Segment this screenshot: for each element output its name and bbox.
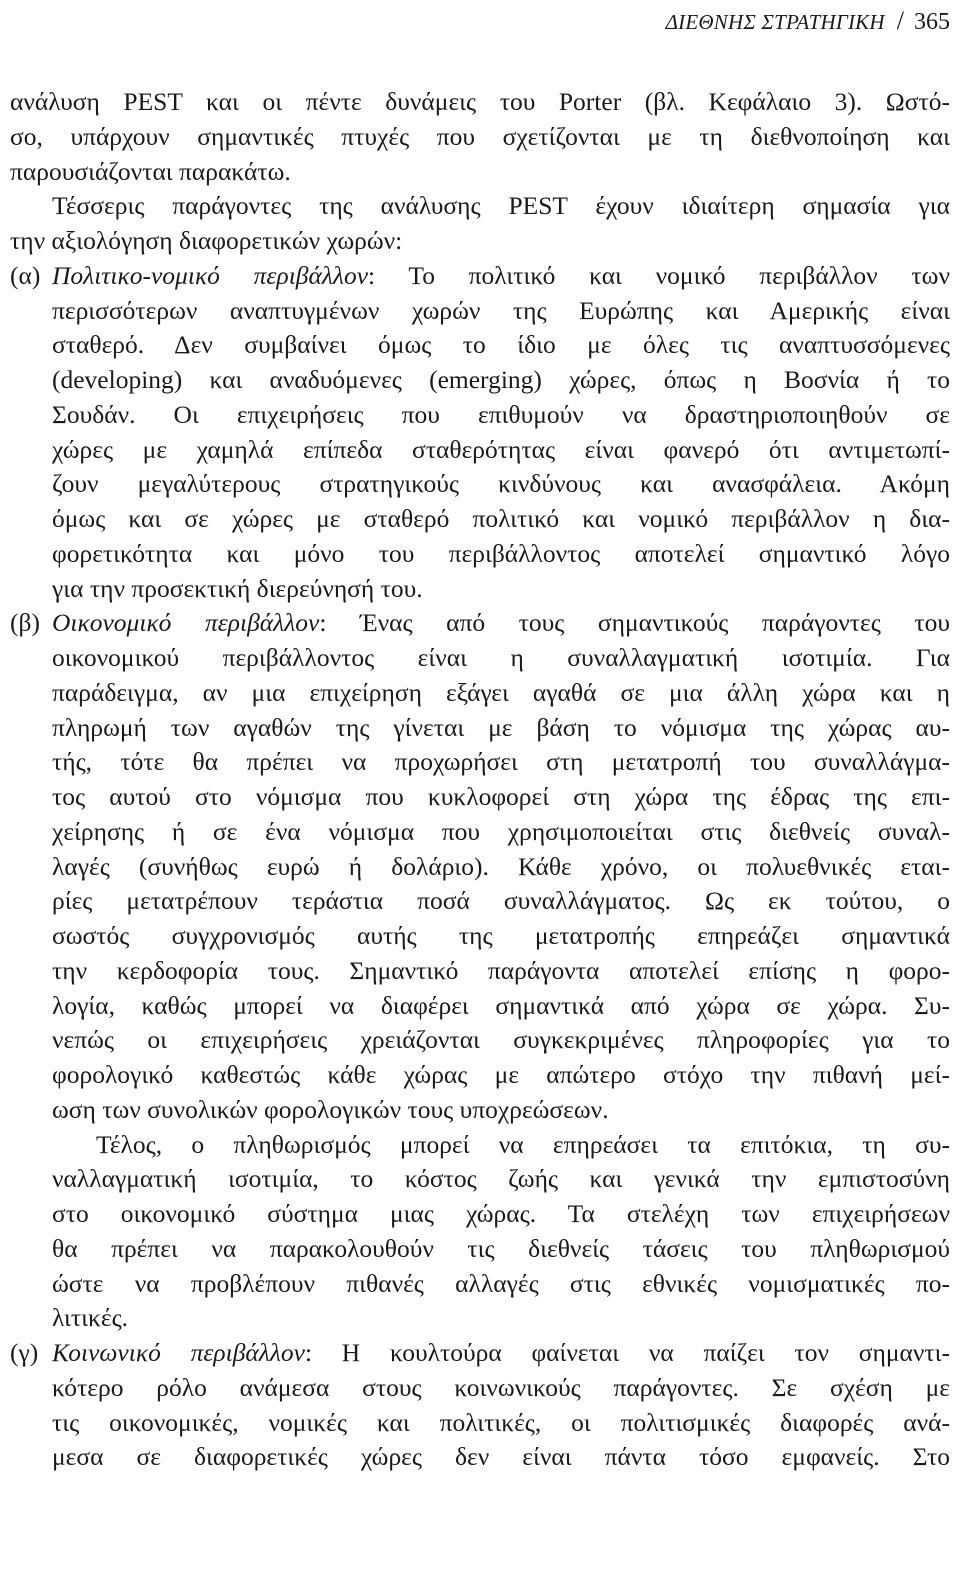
- text-line: ζουν μεγαλύτερους στρατηγικούς κινδύνους και ανασφάλεια. Ακόμη: [52, 469, 950, 499]
- text-line: όμως και σε χώρες με σταθερό πολιτικό και νομικό περιβάλλον η δια-: [52, 504, 950, 533]
- text-line: κότερο ρόλο ανάμεσα στους κοινωνικούς παράγοντες. Σε σχέση με: [52, 1372, 950, 1402]
- text-line: νεπώς οι επιχειρήσεις χρειάζονται συγκεκριμένες πληροφορίες για το: [52, 1025, 950, 1055]
- text-line: τος αυτού στο νόμισμα που κυκλοφορεί στη χώρα της έδρας της επι-: [52, 782, 950, 811]
- text-line: ώστε να προβλέπουν πιθανές αλλαγές στις εθνικές νομισματικές πο-: [52, 1268, 950, 1298]
- text-line: (developing) και αναδυόμενες (emerging) χώρες, όπως η Βοσνία ή το: [52, 365, 950, 394]
- text-line: στο οικονομικό σύστημα μιας χώρας. Τα στελέχη των επιχειρήσεων: [52, 1199, 950, 1228]
- list-item-economic: [10, 606, 950, 1336]
- text-line: ωση των συνολικών φορολογικών τους υποχρεώσεων.: [52, 1094, 609, 1124]
- text-line: Τέλος, ο πληθωρισμός μπορεί να επηρεάσει τα επιτόκια, τη συ-: [96, 1129, 950, 1159]
- text-line: περισσότερων αναπτυγμένων χωρών της Ευρώπης και Αμερικής είναι: [52, 295, 950, 325]
- text-line: Σουδάν. Οι επιχειρήσεις που επιθυμούν να δραστηριοποιηθούν σε: [52, 399, 950, 429]
- text-line: (γ) Κοινωνικό περιβάλλον: Η κουλτούρα φαίνεται να παίζει τον σημαντι-: [10, 1336, 950, 1371]
- text-line: χώρες με χαμηλά επίπεδα σταθερότητας είναι φανερό ότι αντιμετωπί-: [52, 434, 950, 464]
- text-line: φορετικότητα και μόνο του περιβάλλοντος αποτελεί σημαντικό λόγο: [52, 538, 950, 568]
- text-line: (α) Πολιτικο-νομικό περιβάλλον: Το πολιτικό και νομικό περιβάλλον των: [10, 259, 950, 294]
- text-line: σταθερό. Δεν συμβαίνει όμως το ίδιο με όλες τις αναπτυσσόμενες: [52, 330, 950, 360]
- item-title: Οικονομικό περιβάλλον: [52, 608, 320, 638]
- header-separator: /: [896, 6, 904, 35]
- text-line: φορολογικό καθεστώς κάθε χώρας με απώτερο στόχο την πιθανή μεί-: [52, 1060, 950, 1089]
- list-label: (β): [10, 608, 40, 638]
- text-line: παρουσιάζονται παρακάτω.: [10, 156, 291, 186]
- text-line: για την προσεκτική διερεύνησή του.: [52, 573, 423, 603]
- text-line: Τέσσερις παράγοντες της ανάλυσης PEST έχουν ιδιαίτερη σημασία για: [52, 191, 950, 221]
- text-line: λαγές (συνήθως ευρώ ή δολάριο). Κάθε χρόνο, οι πολυεθνικές εται-: [52, 851, 950, 881]
- text-line: θα πρέπει να παρακολουθούν τις διεθνείς τάσεις του πληθωρισμού: [52, 1233, 950, 1263]
- text-line: τις οικονομικές, νομικές και πολιτικές, οι πολιτισμικές διαφορές ανά-: [52, 1407, 950, 1437]
- page-number: 365: [914, 9, 950, 35]
- running-header: [666, 4, 950, 38]
- text-line: χείρησης ή σε ένα νόμισμα που χρησιμοποιείται στις διεθνείς συναλ-: [52, 816, 950, 846]
- body-text: [10, 85, 950, 1475]
- text-line: μεσα σε διαφορετικές χώρες δεν είναι πάντα τόσο εμφανείς. Στο: [52, 1442, 950, 1472]
- text-line: τής, τότε θα πρέπει να προχωρήσει στη μετατροπή του συναλλάγμα-: [52, 747, 950, 777]
- text-line: σο, υπάρχουν σημαντικές πτυχές που σχετίζονται με τη διεθνοποίηση και: [10, 121, 950, 151]
- text-line: λιτικές.: [52, 1303, 129, 1333]
- text-line: οικονομικού περιβάλλοντος είναι η συναλλαγματική ισοτιμία. Για: [52, 643, 950, 672]
- text-line: λογία, καθώς μπορεί να διαφέρει σημαντικά από χώρα σε χώρα. Συ-: [52, 990, 950, 1020]
- text-line: ρίες μετατρέπουν τεράστια ποσά συναλλάγματος. Ως εκ τούτου, ο: [52, 886, 950, 916]
- list-item-social: [10, 1336, 950, 1475]
- text-line: ανάλυση PEST και οι πέντε δυνάμεις του Porter (βλ. Κεφάλαιο 3). Ωστό-: [10, 87, 950, 116]
- list-label: (γ): [10, 1338, 39, 1367]
- text-line: την κερδοφορία τους. Σημαντικό παράγοντα αποτελεί επίσης η φορο-: [52, 955, 950, 985]
- item-title: Πολιτικο-νομικό περιβάλλον: [52, 260, 369, 290]
- running-header-title: ΔΙΕΘΝΗΣ ΣΤΡΑΤΗΓΙΚΗ: [665, 10, 885, 34]
- text-line: (β) Οικονομικό περιβάλλον: Ένας από τους σημαντικούς παράγοντες του: [10, 606, 950, 641]
- list-item-political-legal: [10, 259, 950, 607]
- item-title: Κοινωνικό περιβάλλον: [52, 1338, 305, 1367]
- text-line: σωστός συγχρονισμός αυτής της μετατροπής επηρεάζει σημαντικά: [52, 921, 950, 950]
- text-line: ναλλαγματική ισοτιμία, το κόστος ζωής και γενικά την εμπιστοσύνη: [52, 1164, 950, 1194]
- text-line: την αξιολόγηση διαφορετικών χωρών:: [10, 226, 403, 255]
- text-line: παράδειγμα, αν μια επιχείρηση εξάγει αγαθά σε μια άλλη χώρα και η: [52, 677, 950, 707]
- book-page: [10, 0, 950, 1578]
- list-label: (α): [10, 260, 41, 290]
- text-line: πληρωμή των αγαθών της γίνεται με βάση το νόμισμα της χώρας αυ-: [52, 712, 950, 742]
